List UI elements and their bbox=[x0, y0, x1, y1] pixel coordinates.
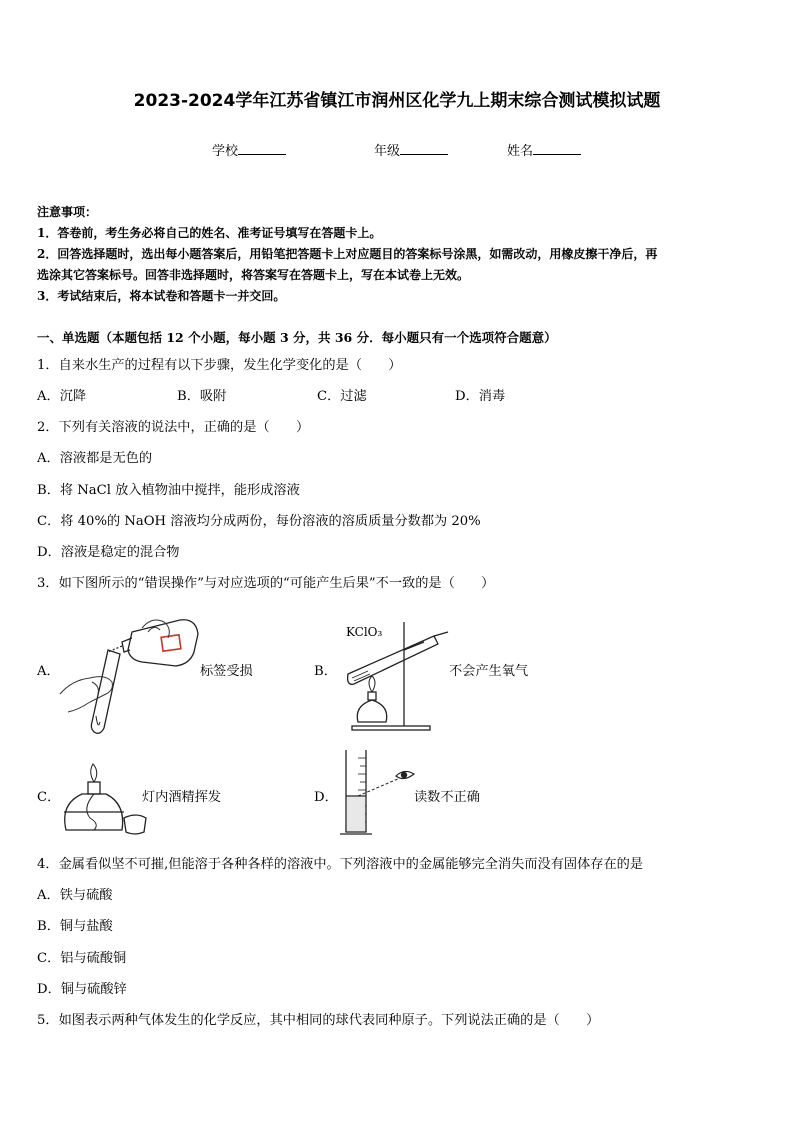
school-field bbox=[212, 140, 286, 159]
grade-blank[interactable] bbox=[400, 142, 448, 155]
q3-option-b-letter[interactable]: B． bbox=[314, 664, 337, 679]
name-field bbox=[507, 140, 581, 159]
exam-title: 2023-2024学年江苏省镇江市润州区化学九上期末综合测试模拟试题 bbox=[133, 91, 661, 111]
notice-item-3: 3．考试结束后，将本试卷和答题卡一并交回。 bbox=[37, 289, 286, 303]
grade-field bbox=[374, 140, 448, 159]
q2-option-d[interactable]: D．溶液是稳定的混合物 bbox=[37, 545, 180, 560]
q1-option-b[interactable]: B．吸附 bbox=[177, 389, 227, 404]
q2-option-b[interactable]: B．将 NaCl 放入植物油中搅拌，能形成溶液 bbox=[37, 483, 300, 498]
school-label: 学校 bbox=[212, 144, 239, 159]
q3-option-b-caption: 不会产生氧气 bbox=[449, 664, 529, 679]
q2-option-c[interactable]: C．将 40%的 NaOH 溶液均分成两份，每份溶液的溶质质量分数都为 20% bbox=[37, 514, 481, 529]
q1-stem: 1．自来水生产的过程有以下步骤，发生化学变化的是（ ） bbox=[37, 358, 402, 373]
q4-option-d[interactable]: D．铜与硫酸锌 bbox=[37, 982, 127, 997]
q1-option-a[interactable]: A．沉降 bbox=[37, 389, 87, 404]
q4-option-a[interactable]: A．铁与硫酸 bbox=[37, 888, 113, 903]
q2-option-a[interactable]: A．溶液都是无色的 bbox=[37, 451, 153, 466]
section-1-heading: 一、单选题（本题包括 12 个小题，每小题 3 分，共 36 分．每小题只有一个选项符合题意） bbox=[37, 330, 557, 345]
notice-heading: 注意事项： bbox=[37, 205, 98, 219]
q5-stem: 5．如图表示两种气体发生的化学反应，其中相同的球代表同种原子。下列说法正确的是（ ） bbox=[37, 1013, 600, 1028]
q3-stem: 3．如下图所示的“错误操作”与对应选项的“可能产生后果”不一致的是（ ） bbox=[37, 576, 495, 591]
q3-option-a-caption: 标签受损 bbox=[200, 664, 253, 679]
q3-option-a-letter[interactable]: A． bbox=[37, 664, 60, 679]
q3-kclo3-label: KClO₃ bbox=[346, 625, 383, 639]
q4-stem: 4．金属看似坚不可摧,但能溶于各种各样的溶液中。下列溶液中的金属能够完全消失而没有固体存在的是 bbox=[37, 857, 644, 872]
pouring-liquid-illustration bbox=[60, 612, 200, 737]
name-blank[interactable] bbox=[533, 142, 581, 155]
q2-stem: 2．下列有关溶液的说法中，正确的是（ ） bbox=[37, 420, 310, 435]
alcohol-lamp-illustration bbox=[60, 750, 150, 838]
notice-item-1: 1．答卷前，考生务必将自己的姓名、准考证号填写在答题卡上。 bbox=[37, 226, 382, 240]
q1-option-d[interactable]: D．消毒 bbox=[455, 389, 506, 404]
q3-option-d-letter[interactable]: D． bbox=[314, 790, 338, 805]
notice-item-2-line-1: 2．回答选择题时，选出每小题答案后，用铅笔把答题卡上对应题目的答案标号涂黑，如需改动，用橡皮擦干净后，再 bbox=[37, 247, 658, 261]
name-label: 姓名 bbox=[507, 144, 534, 159]
q3-option-c-caption: 灯内酒精挥发 bbox=[142, 790, 222, 805]
q3-option-c-letter[interactable]: C． bbox=[37, 790, 61, 805]
grade-label: 年级 bbox=[374, 144, 401, 159]
q1-option-c[interactable]: C．过滤 bbox=[317, 389, 367, 404]
school-blank[interactable] bbox=[238, 142, 286, 155]
notice-item-2-line-2: 选涂其它答案标号。回答非选择题时，将答案写在答题卡上，写在本试卷上无效。 bbox=[37, 268, 470, 282]
q3-option-d-caption: 读数不正确 bbox=[414, 790, 480, 805]
q4-option-b[interactable]: B．铜与盐酸 bbox=[37, 919, 113, 934]
graduated-cylinder-reading-illustration bbox=[338, 748, 418, 838]
q4-option-c[interactable]: C．铝与硫酸铜 bbox=[37, 951, 127, 966]
